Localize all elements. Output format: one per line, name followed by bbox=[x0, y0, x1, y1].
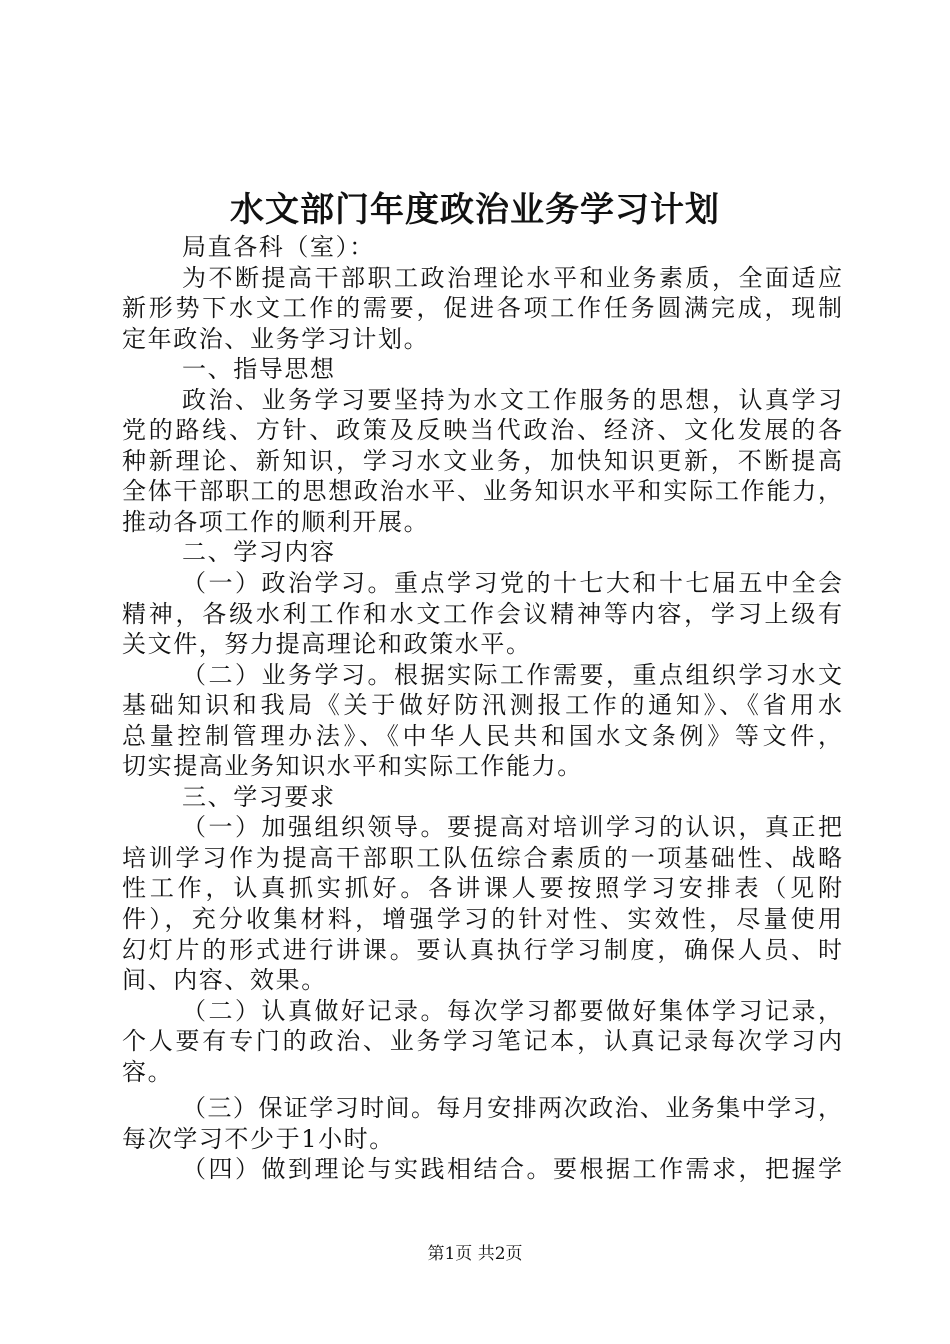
text-line: 性工作，认真抓实抓好。各讲课人要按照学习安排表（见附 bbox=[122, 874, 842, 903]
text-line: （一）政治学习。重点学习党的十七大和十七届五中全会 bbox=[182, 569, 842, 598]
text-line: （二）业务学习。根据实际工作需要，重点组织学习水文 bbox=[182, 660, 842, 689]
document-body bbox=[122, 232, 842, 1185]
text-line: 一、指导思想 bbox=[182, 355, 336, 384]
text-line: 三、学习要求 bbox=[182, 782, 336, 811]
text-line: 局直各科（室）： bbox=[182, 233, 375, 261]
text-line: 党的路线、方针、政策及反映当代政治、经济、文化发展的各 bbox=[122, 416, 842, 445]
text-line: 种新理论、新知识，学习水文业务，加快知识更新，不断提高 bbox=[122, 446, 842, 475]
text-line: 为不断提高干部职工政治理论水平和业务素质，全面适应 bbox=[182, 263, 842, 292]
text-line: 关文件，努力提高理论和政策水平。 bbox=[122, 630, 532, 659]
text-line: 二、学习内容 bbox=[182, 538, 336, 567]
text-line: 件），充分收集材料，增强学习的针对性、实效性，尽量使用 bbox=[122, 905, 842, 934]
text-line: （四）做到理论与实践相结合。要根据工作需求，把握学 bbox=[182, 1155, 842, 1184]
page-footer: 第1页 共2页 bbox=[427, 1244, 523, 1264]
text-line: 定年政治、业务学习计划。 bbox=[122, 324, 430, 353]
text-line: （三）保证学习时间。每月安排两次政治、业务集中学习， bbox=[182, 1094, 842, 1123]
text-line: 容。 bbox=[122, 1057, 174, 1086]
text-line: （一）加强组织领导。要提高对培训学习的认识，真正把 bbox=[182, 813, 842, 842]
text-line: 政治、业务学习要坚持为水文工作服务的思想，认真学习 bbox=[182, 385, 842, 414]
text-line: 基础知识和我局《关于做好防汛测报工作的通知》、《省用水 bbox=[122, 691, 842, 720]
text-line: 全体干部职工的思想政治水平、业务知识水平和实际工作能力， bbox=[122, 477, 842, 506]
text-line: 幻灯片的形式进行讲课。要认真执行学习制度，确保人员、时 bbox=[122, 935, 842, 964]
text-line: 总量控制管理办法》、《中华人民共和国水文条例》等文件， bbox=[122, 721, 842, 750]
text-line: 新形势下水文工作的需要，促进各项工作任务圆满完成，现制 bbox=[122, 294, 842, 323]
document-title: 水文部门年度政治业务学习计划 bbox=[230, 190, 720, 230]
text-line: 培训学习作为提高干部职工队伍综合素质的一项基础性、战略 bbox=[122, 843, 842, 872]
text-line: 每次学习不少于1小时。 bbox=[122, 1124, 395, 1153]
text-line: 切实提高业务知识水平和实际工作能力。 bbox=[122, 752, 583, 781]
text-line: 推动各项工作的顺利开展。 bbox=[122, 507, 430, 536]
text-line: 精神，各级水利工作和水文工作会议精神等内容，学习上级有 bbox=[122, 599, 842, 628]
text-line: 个人要有专门的政治、业务学习笔记本，认真记录每次学习内 bbox=[122, 1027, 842, 1056]
text-line: （二）认真做好记录。每次学习都要做好集体学习记录， bbox=[182, 996, 842, 1025]
text-line: 间、内容、效果。 bbox=[122, 966, 327, 995]
